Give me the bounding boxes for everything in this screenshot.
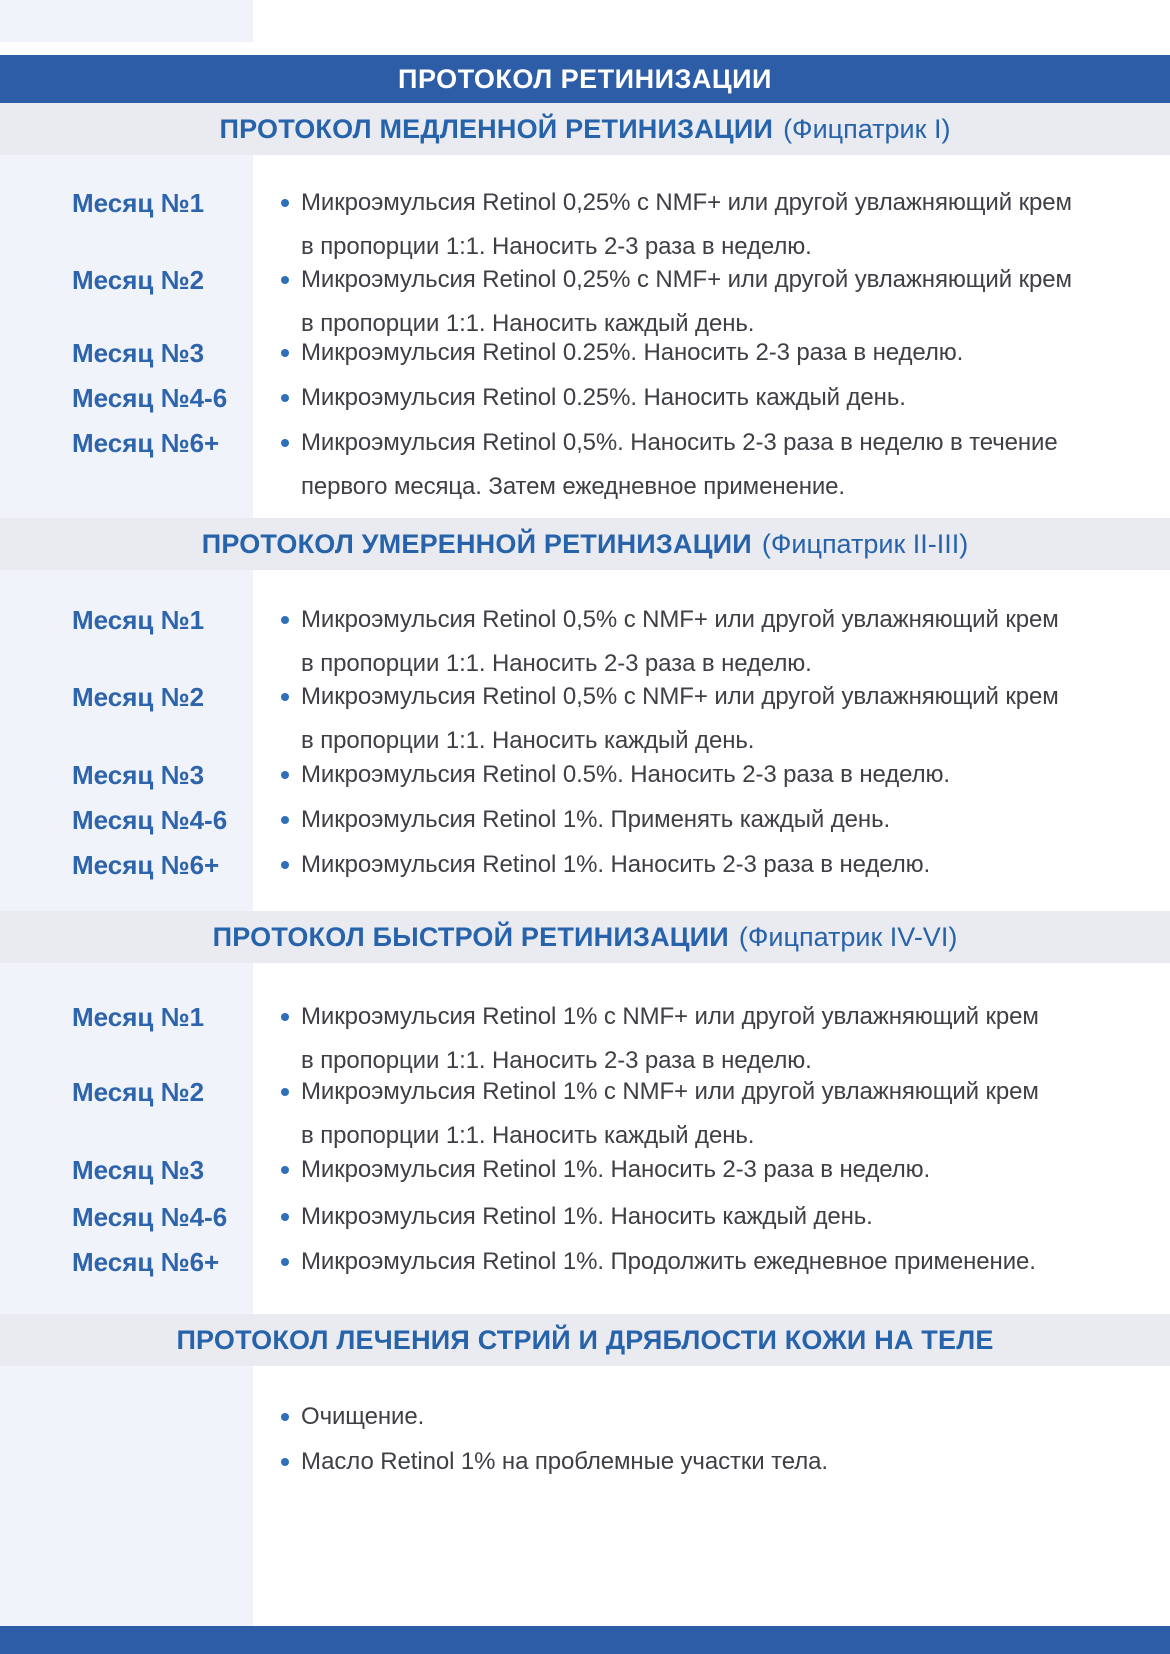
bullet-icon [281,1413,289,1421]
footer-bar [0,1626,1170,1654]
bullet-icon [281,199,289,207]
bullet-icon [281,1458,289,1466]
row-text-line: Микроэмульсия Retinol 0,5%. Наносить 2-3 раза в неделю в течение [301,429,1058,456]
row-text-line: в пропорции 1:1. Наносить каждый день. [301,727,755,754]
bullet-icon [281,349,289,357]
month-label: Месяц №4-6 [72,805,228,835]
month-label: Месяц №1 [72,605,205,635]
main-header-bar [0,55,1170,103]
row-text-line: Микроэмульсия Retinol 1% с NMF+ или другой увлажняющий крем [301,1003,1039,1030]
row-text-line: первого месяца. Затем ежедневное применение. [301,473,845,500]
bullet-icon [281,1258,289,1266]
row-text [301,1440,1121,1484]
section-title-note: (Фицпатрик II-III) [761,528,969,559]
row-text [301,675,1121,763]
month-label: Месяц №2 [72,1077,205,1107]
row-text-line: в пропорции 1:1. Наносить 2-3 раза в неделю. [301,650,812,677]
bullet-icon [281,816,289,824]
row-text [301,1395,1121,1439]
bullet-icon [281,1166,289,1174]
row-text-line: Микроэмульсия Retinol 1% с NMF+ или другой увлажняющий крем [301,1078,1039,1105]
top-left-accent-block [0,0,253,42]
section-header-moderate-retinization [0,518,1170,570]
month-label: Месяц №2 [72,682,205,712]
row-text-line: в пропорции 1:1. Наносить 2-3 раза в неделю. [301,233,812,260]
row-text [301,798,1121,842]
bullet-icon [281,394,289,402]
bullet-icon [281,693,289,701]
row-text [301,843,1121,887]
row-text-line: в пропорции 1:1. Наносить 2-3 раза в неделю. [301,1047,812,1074]
month-label: Месяц №1 [72,1002,205,1032]
month-label: Месяц №4-6 [72,383,228,413]
month-label: Месяц №3 [72,338,205,368]
row-text [301,1240,1121,1284]
section-title: ПРОТОКОЛ БЫСТРОЙ РЕТИНИЗАЦИИ [212,921,729,952]
row-text [301,1148,1121,1192]
bullet-icon [281,1088,289,1096]
month-label: Месяц №6+ [72,428,220,458]
row-text [301,598,1121,686]
row-text [301,1195,1121,1239]
row-text-line: Микроэмульсия Retinol 0.25%. Наносить 2-3 раза в неделю. [301,339,964,366]
bullet-icon [281,1213,289,1221]
row-text-line: Микроэмульсия Retinol 0,5% с NMF+ или другой увлажняющий крем [301,606,1059,633]
row-text-line: Микроэмульсия Retinol 1%. Наносить 2-3 раза в неделю. [301,851,931,878]
bullet-icon [281,861,289,869]
row-text-line: Микроэмульсия Retinol 0,25% с NMF+ или другой увлажняющий крем [301,266,1072,293]
row-text [301,331,1121,375]
bullet-icon [281,439,289,447]
bullet-icon [281,616,289,624]
section-header-fast-retinization [0,911,1170,963]
month-label: Месяц №4-6 [72,1202,228,1232]
row-text-line: Микроэмульсия Retinol 0.5%. Наносить 2-3 раза в неделю. [301,761,950,788]
month-label: Месяц №1 [72,188,205,218]
row-text-line: Микроэмульсия Retinol 0.25%. Наносить каждый день. [301,384,906,411]
row-text-line: Масло Retinol 1% на проблемные участки тела. [301,1448,828,1475]
section-title: ПРОТОКОЛ ЛЕЧЕНИЯ СТРИЙ И ДРЯБЛОСТИ КОЖИ НА ТЕЛЕ [176,1324,994,1355]
page-title: ПРОТОКОЛ РЕТИНИЗАЦИИ [398,63,772,94]
row-text [301,181,1121,269]
row-text-line: Микроэмульсия Retinol 1%. Применять каждый день. [301,806,891,833]
row-text [301,376,1121,420]
month-label: Месяц №2 [72,265,205,295]
section-header-slow-retinization [0,103,1170,155]
section-header-body-stretch-marks [0,1314,1170,1366]
row-text-line: в пропорции 1:1. Наносить каждый день. [301,1122,755,1149]
bullet-icon [281,1013,289,1021]
row-text [301,421,1121,509]
row-text-line: в пропорции 1:1. Наносить каждый день. [301,310,755,337]
month-label: Месяц №3 [72,1155,205,1185]
month-label: Месяц №6+ [72,850,220,880]
row-text-line: Микроэмульсия Retinol 0,5% с NMF+ или другой увлажняющий крем [301,683,1059,710]
row-text-line: Микроэмульсия Retinol 1%. Продолжить ежедневное применение. [301,1248,1036,1275]
row-text-line: Микроэмульсия Retinol 1%. Наносить 2-3 раза в неделю. [301,1156,931,1183]
section-title: ПРОТОКОЛ МЕДЛЕННОЙ РЕТИНИЗАЦИИ [219,113,774,144]
row-text-line: Микроэмульсия Retinol 1%. Наносить каждый день. [301,1203,873,1230]
bullet-icon [281,276,289,284]
section-title: ПРОТОКОЛ УМЕРЕННОЙ РЕТИНИЗАЦИИ [201,528,752,559]
bullet-icon [281,771,289,779]
month-label: Месяц №3 [72,760,205,790]
row-text-line: Очищение. [301,1403,425,1430]
section-title-note: (Фицпатрик I) [783,113,951,144]
row-text-line: Микроэмульсия Retinol 0,25% с NMF+ или другой увлажняющий крем [301,189,1072,216]
month-label: Месяц №6+ [72,1247,220,1277]
section-title-note: (Фицпатрик IV-VI) [738,921,958,952]
row-text [301,1070,1121,1158]
row-text [301,753,1121,797]
